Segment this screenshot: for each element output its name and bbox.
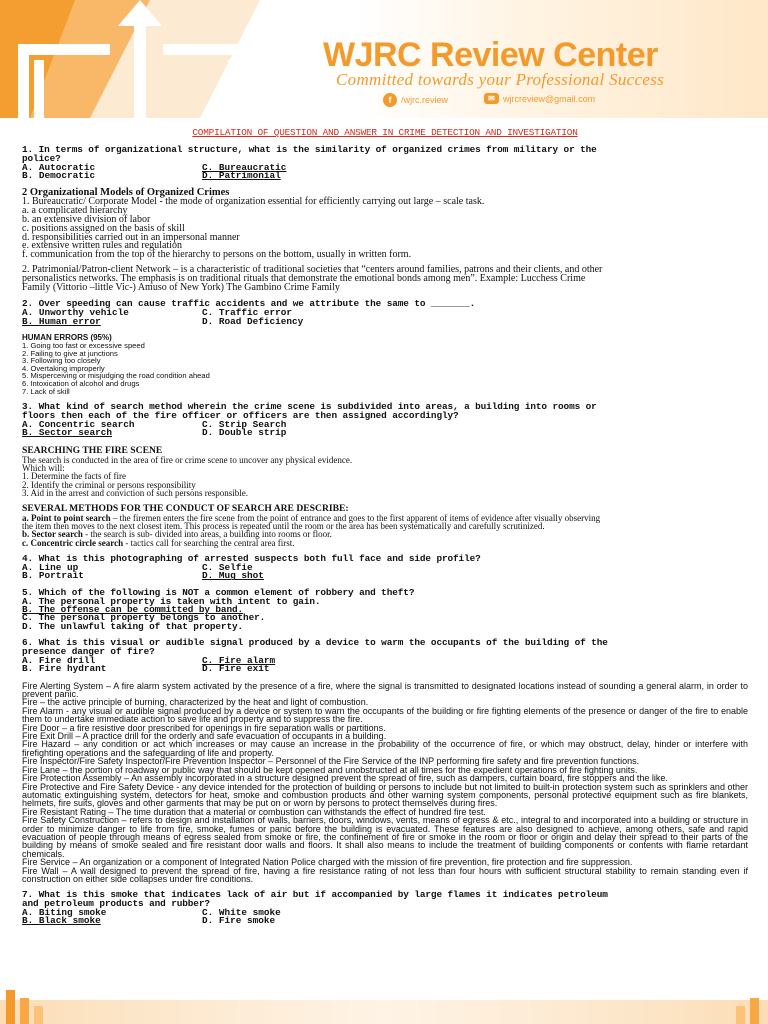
method-label: a. Point to point search — [22, 512, 111, 523]
question-text: 3. What kind of search method wherein the crime scene is subdivided into areas, a building into rooms or — [22, 401, 597, 413]
option-answer: B. The offense can be committed by band. — [22, 604, 244, 616]
option: B. Portrait — [22, 570, 84, 582]
email-contact[interactable] — [484, 93, 595, 104]
definition: Fire Service – An organization or a component of Integrated Nation Police charged with the mission of fire prevention, fire protection and fire suppression. — [22, 857, 633, 868]
option: A. The personal property is taken with intent to gain. — [22, 595, 321, 607]
question-text: 7. What is this smoke that indicates lack of air but if accompanied by large flames it indicates petroleum — [22, 889, 608, 901]
option: D. Fire smoke — [202, 915, 276, 927]
logo-arrow-graphic — [0, 0, 330, 118]
list-item: c. positions assigned on the basis of skill — [22, 222, 185, 234]
option: C. Selfie — [202, 562, 253, 573]
list-item: f. communication from the top of the hierarchy to persons on the bottom, usually in written form. — [22, 249, 412, 261]
list-item: 2. Failing to give at junctions — [22, 348, 118, 358]
question-text: 2. Over speeding can cause traffic accidents and we attribute the same to _______. — [22, 298, 476, 310]
list-item: 4. Overtaking improperly — [22, 363, 105, 373]
section-heading: 2 Organizational Models of Organized Crimes — [22, 187, 230, 199]
option-answer: B. Black smoke — [22, 915, 101, 927]
definition: Fire Resistant Rating – The time duration that a material or combustion can withstands the effect of hundred fire test. — [22, 806, 486, 817]
question-text: 4. What is this photographing of arrested suspects both full face and side profile? — [22, 553, 481, 565]
section-heading: HUMAN ERRORS (95%) — [22, 332, 112, 342]
option: C. Strip Search — [202, 418, 287, 430]
method-text: - tactics call for searching the central area first. — [125, 537, 295, 548]
document-title: COMPILATION OF QUESTION AND ANSWER IN CRIME DETECTION AND INVESTIGATION — [192, 127, 578, 138]
question-1 — [22, 146, 748, 164]
list-item: Which will: — [22, 462, 65, 473]
facebook-handle: /wjrc.review — [401, 95, 449, 105]
definition: Fire Door – a fire resistive door prescribed for openings in fire separation walls or partitions. — [22, 722, 386, 733]
definition: Fire Inspector/Fire Safety Inspector/Fire Prevention Inspector – Personnel of the Fire Service of the INP performing fire safety and fire prevention functions. — [22, 756, 640, 767]
section-heading: SEARCHING THE FIRE SCENE — [22, 444, 163, 456]
question-text: and petroleum products and rubber? — [22, 898, 210, 910]
list-item: 5. Misperceiving or misjudging the road condition ahead — [22, 371, 210, 381]
method-text: - the search is sub- divided into areas, a building into rooms or floor. — [85, 529, 332, 540]
question-2-options — [22, 309, 748, 326]
list-item: a. a complicated hierarchy — [22, 205, 128, 217]
list-item: 1. Going too fast or excessive speed — [22, 340, 145, 350]
option: D. The unlawful taking of that property. — [22, 620, 244, 632]
definition: Fire Wall – A wall designed to prevent the spread of fire, having a fire resistance rating of not less than four hours with sufficient structural stability to remain standing even if construction on either side collapses under fire conditions. — [22, 865, 748, 884]
definition: Fire – the active principle of burning, characterized by the heat and light of combustion. — [22, 697, 369, 708]
option: D. Double strip — [202, 427, 287, 439]
question-text: police? — [22, 152, 61, 164]
definition: Fire Lane – the portion of roadway or public way that should be kept opened and unobstructed at all times for the expedient operations of fire fighting units. — [22, 764, 638, 775]
definition: Fire Alarm - any visual or audible signal produced by a device or system to warn the occupants of the building or fire fighting elements of the presence or danger of the fire to enable them to undertake immediate action to save life and property and to suppress the fire. — [22, 705, 748, 725]
question-2 — [22, 300, 748, 309]
definition: Fire Protective and Fire Safety Device - any device intended for the protection of building or persons to include but not limited to built-in protection system such as sprinklers and other automatic extinguishing system, detectors for heat, smoke and combustion products and other warning system components, personal protective equipment such as fire blankets, helmets, fire suits, gloves and other garments that may be put on or worn by persons to protect themselves during fires. — [22, 781, 748, 809]
list-item: d. responsibilities carried out in an impersonal manner — [22, 231, 240, 243]
definition: Fire Exit Drill – A practice drill for the orderly and safe evacuation of occupants in a building. — [22, 731, 387, 742]
footer-decoration — [0, 978, 768, 1024]
option: D. Fire exit — [202, 663, 270, 675]
list-item: e. extensive written rules and regulation — [22, 240, 182, 252]
mail-icon: ✉ — [484, 93, 499, 104]
option: A. Biting smoke — [22, 906, 107, 918]
definition: Fire Alerting System – A fire alarm system activated by the presence of a fire, where the signal is transmitted to designated locations instead of sounding a general alarm, in order to prevent panic. — [22, 680, 748, 700]
question-6-options — [22, 654, 748, 675]
fire-scene-list — [22, 456, 748, 498]
option: B. Fire hydrant — [22, 663, 107, 675]
question-text: 5. Which of the following is NOT a common element of robbery and theft? — [22, 586, 415, 598]
list-item: 7. Lack of skill — [22, 386, 70, 396]
option: A. Autocratic — [22, 161, 96, 173]
question-7 — [22, 891, 748, 909]
list-item: 1. Bureaucratic/ Corporate Model - the mode of organization essential for efficiently carrying out large – scale task. — [22, 196, 485, 208]
option: A. Concentric search — [22, 418, 135, 430]
paragraph-line: Family (Vittorio –little Vic-) Amuso of New York) The Gambino Crime Family — [22, 281, 340, 293]
option: C. Traffic error — [202, 307, 293, 319]
definition: Fire Protection Assembly – An assembly incorporated in a structure designed prevent the spread of fire, such as dampers, curtain board, fire stoppers and the like. — [22, 773, 668, 784]
option-answer: C. Bureaucratic — [202, 161, 287, 173]
question-text: 6. What is this visual or audible signal produced by a device to warm the occupants of the building of the — [22, 637, 608, 649]
option-answer: D. Mug shot — [202, 570, 264, 582]
option-answer: B. Sector search — [22, 427, 113, 439]
question-text: presence danger of fire? — [22, 646, 155, 658]
list-item: 3. Aid in the arrest and conviction of such persons responsible. — [22, 488, 248, 499]
option: B. Democratic — [22, 170, 96, 181]
option: D. Road Deficiency — [202, 315, 304, 327]
option-answer: B. Human error — [22, 315, 101, 327]
fire-definitions — [22, 682, 748, 884]
method-text: – the firemen enters the fire scene from the point of entrance and goes to the first apparent of items of evidence after visually observing — [110, 512, 601, 523]
option: A. Fire drill — [22, 654, 96, 666]
email-address: wjrcreview@gmail.com — [503, 93, 596, 104]
paragraph-line: 2. Patrimonial/Patron-client Network – is a characteristic of traditional societies that “centers around families, patrons and their clients, and other — [22, 263, 603, 275]
method-label: b. Sector search — [22, 529, 83, 540]
question-6 — [22, 639, 748, 657]
option-answer: C. Fire alarm — [202, 654, 276, 666]
question-text: 1. In terms of organizational structure, what is the similarity of organized crimes from military or the — [22, 144, 597, 155]
list-item: 1. Determine the facts of fire — [22, 471, 126, 482]
list-item: 6. Intoxication of alcohol and drugs — [22, 378, 140, 388]
question-1-options — [22, 161, 748, 181]
method-text: the item then moves to the next closest item. This process is repeated until the room or the area has been systematically and carefully scrutinized. — [22, 520, 545, 531]
paragraph-line: personalistics networks. The emphasis is on traditional rituals that demonstrate the emotional bonds among men”. Example: Lucchess Crime — [22, 272, 586, 284]
question-4 — [22, 555, 748, 564]
org-models-list — [22, 198, 748, 260]
section-heading: SEVERAL METHODS FOR THE CONDUCT OF SEARCH ARE DESCRIBE: — [22, 502, 349, 514]
page-header — [0, 0, 768, 118]
question-7-options — [22, 906, 748, 927]
method-label: c. Concentric circle search — [22, 537, 124, 548]
human-errors-list — [22, 342, 748, 395]
question-5-options — [22, 595, 748, 632]
brand-tagline: Committed towards your Professional Success — [336, 70, 665, 89]
brand-title: WJRC Review Center — [323, 36, 658, 74]
option: A. Unworthy vehicle — [22, 307, 129, 319]
facebook-icon: f — [383, 93, 397, 107]
list-item: The search is conducted in the area of fire or crime scene to uncover any physical evidence. — [22, 454, 353, 465]
question-text: floors then each of the fire officer or officers are then assigned accordingly? — [22, 409, 459, 421]
list-item: b. an extensive division of labor — [22, 214, 151, 225]
option-answer: D. Patrimonial — [202, 170, 281, 181]
option: C. White smoke — [202, 906, 281, 918]
facebook-contact[interactable] — [383, 93, 448, 107]
definition: Fire Hazard – any condition or act which increases or may cause an increase in the probability of the occurrence of fire, or which may obstruct, delay, hinder or interfere with firefighting operations and the safeguarding of life and property. — [22, 739, 748, 758]
list-item: 3. Following too closely — [22, 356, 101, 366]
method-concentric — [22, 539, 748, 547]
list-item: 2. Identify the criminal or persons responsibility — [22, 479, 196, 490]
question-4-options — [22, 564, 748, 581]
option: A. Line up — [22, 562, 79, 573]
patrimonial-paragraph — [22, 263, 748, 293]
question-3-options — [22, 418, 748, 439]
search-methods — [22, 514, 748, 548]
document-body — [22, 127, 748, 926]
definition: Fire Safety Construction – refers to design and installation of walls, barriers, doors, windows, vents, means of egress & etc., integral to and incorporated into a building or structure in order to minimize danger to life from fire, smoke, fumes or panic before the building is evacuated. These features are also designed to achieve, among others, safe and rapid evacuation of people through means of egress sealed from smoke or fire, the confinement of fire or smoke in the room or floor or origin and delay their spread to their parts of the building by means of smoke sealed and fire resistant door walls and floors. It shall also means to include the treatment of building components or contents with flame retardant chemicals. — [22, 815, 748, 859]
option: C. The personal property belongs to another. — [22, 612, 266, 624]
